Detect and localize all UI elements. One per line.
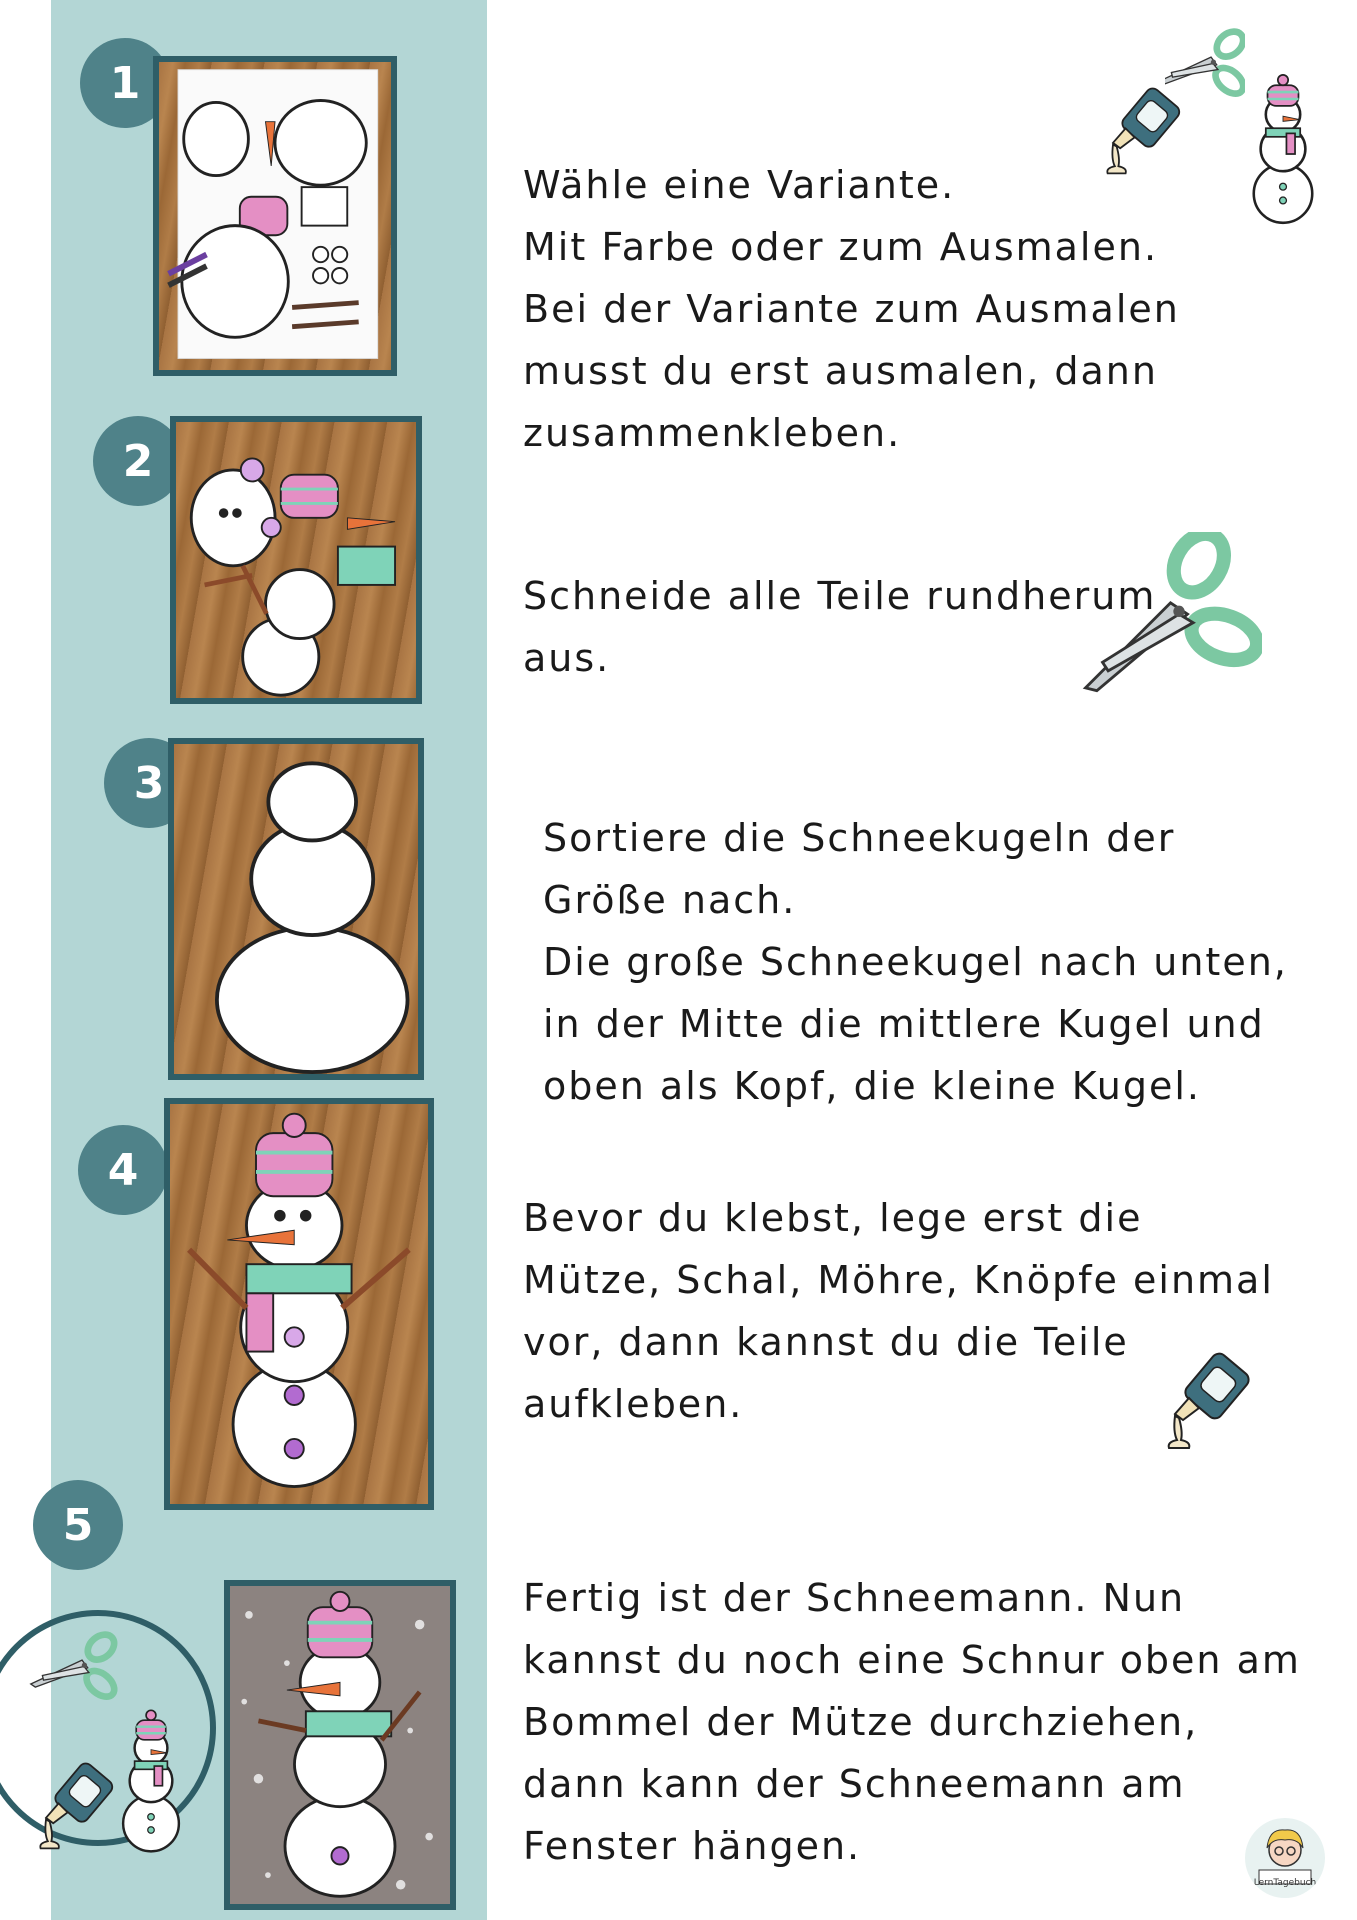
snowman-icon bbox=[1240, 58, 1326, 238]
snowman-icon bbox=[110, 1700, 192, 1860]
step-badge-3: 3 bbox=[104, 738, 194, 828]
step-text-2: Schneide alle Teile rundherum aus. bbox=[523, 574, 1157, 680]
step-badge-2: 2 bbox=[93, 416, 183, 506]
glue-bottle-icon bbox=[1155, 1352, 1255, 1452]
brand-logo bbox=[1245, 1818, 1325, 1898]
step-photo-4 bbox=[164, 1098, 434, 1510]
scissors-icon bbox=[1062, 532, 1262, 702]
step-photo-5 bbox=[224, 1580, 456, 1910]
step-photo-2 bbox=[170, 416, 422, 704]
step-photo-1 bbox=[153, 56, 397, 376]
glue-bottle-icon bbox=[1095, 82, 1185, 182]
step-text-3: Sortiere die Schneekugeln der Größe nach. Die große Schneekugel nach unten, in der Mitte die mittlere Kugel und oben als Kopf, die kleine Kugel. bbox=[543, 816, 1288, 1108]
step-badge-4: 4 bbox=[78, 1125, 168, 1215]
logo-text: LernTagebuch bbox=[1253, 1878, 1317, 1888]
step-badge-5: 5 bbox=[33, 1480, 123, 1570]
step-badge-1: 1 bbox=[80, 38, 170, 128]
step-text-5: Fertig ist der Schneemann. Nun kannst du noch eine Schnur oben am Bommel der Mütze durchziehen, dann kann der Schneemann am Fenster hängen. bbox=[523, 1576, 1301, 1868]
step-photo-3 bbox=[168, 738, 424, 1080]
step-text-1: Wähle eine Variante. Mit Farbe oder zum Ausmalen. Bei der Variante zum Ausmalen musst du erst ausmalen, dann zusammenkleben. bbox=[523, 163, 1180, 455]
scissors-icon bbox=[26, 1625, 126, 1705]
step-text-4: Bevor du klebst, lege erst die Mütze, Schal, Möhre, Knöpfe einmal vor, dann kannst du die Teile aufkleben. bbox=[523, 1196, 1274, 1426]
glue-bottle-icon bbox=[28, 1762, 118, 1852]
